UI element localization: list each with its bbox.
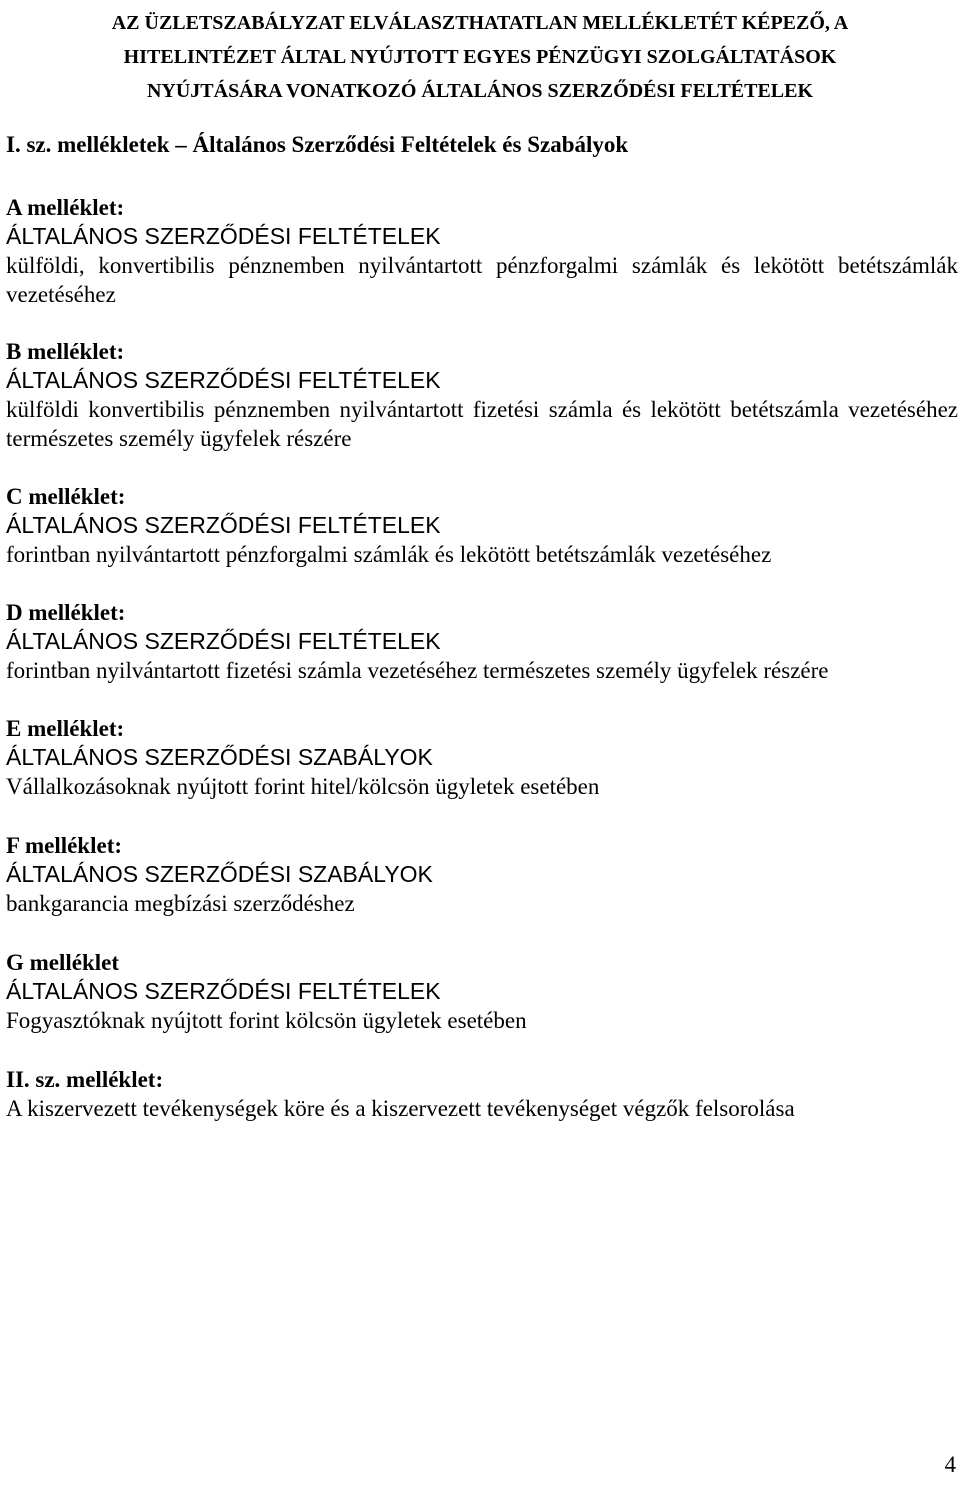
annex-heading: ÁLTALÁNOS SZERZŐDÉSI SZABÁLYOK — [6, 861, 433, 887]
annex-heading: ÁLTALÁNOS SZERZŐDÉSI FELTÉTELEK — [6, 223, 441, 249]
annex-label: C melléklet: — [6, 484, 126, 509]
title-line-1: AZ ÜZLETSZABÁLYZAT ELVÁLASZTHATATLAN MELLÉKLETÉT KÉPEZŐ, A — [111, 12, 849, 34]
annex-g — [6, 949, 958, 1035]
page-number: 4 — [944, 1452, 956, 1477]
annex-c — [6, 483, 958, 569]
annex-description: külföldi konvertibilis pénznemben nyilvántartott fizetési számla és lekötött betétszámla vezetéséhez természetes személy ügyfelek részére — [6, 397, 958, 451]
annex-label: E melléklet: — [6, 716, 125, 741]
annex-e — [6, 715, 958, 801]
annex-heading: ÁLTALÁNOS SZERZŐDÉSI SZABÁLYOK — [6, 744, 433, 770]
annex-d — [6, 599, 958, 685]
annex-heading: ÁLTALÁNOS SZERZŐDÉSI FELTÉTELEK — [6, 628, 441, 654]
document-title — [0, 6, 960, 108]
annex-label: II. sz. melléklet: — [6, 1067, 164, 1092]
annex-description: Fogyasztóknak nyújtott forint kölcsön ügyletek esetében — [6, 1008, 527, 1033]
section-heading: I. sz. mellékletek – Általános Szerződési Feltételek és Szabályok — [6, 132, 629, 157]
annex-label: D melléklet: — [6, 600, 126, 625]
annex-label: A melléklet: — [6, 195, 125, 220]
annex-description: forintban nyilvántartott pénzforgalmi számlák és lekötött betétszámlák vezetéséhez — [6, 542, 772, 567]
annex-f — [6, 832, 958, 918]
annex-heading: ÁLTALÁNOS SZERZŐDÉSI FELTÉTELEK — [6, 512, 441, 538]
annex-heading: ÁLTALÁNOS SZERZŐDÉSI FELTÉTELEK — [6, 978, 441, 1004]
title-line-3: NYÚJTÁSÁRA VONATKOZÓ ÁLTALÁNOS SZERZŐDÉSI FELTÉTELEK — [146, 80, 814, 102]
annex-description: külföldi, konvertibilis pénznemben nyilvántartott pénzforgalmi számlák és lekötött betétszámlák vezetéséhez — [6, 253, 958, 307]
annex-ii — [6, 1066, 958, 1123]
annex-label: B melléklet: — [6, 339, 125, 364]
annex-b — [6, 338, 958, 453]
annex-label: G melléklet — [6, 950, 120, 975]
annex-a — [6, 194, 958, 309]
annex-description: forintban nyilvántartott fizetési számla vezetéséhez természetes személy ügyfelek részére — [6, 658, 829, 683]
annex-description: Vállalkozásoknak nyújtott forint hitel/kölcsön ügyletek esetében — [6, 774, 600, 799]
annex-label: F melléklet: — [6, 833, 123, 858]
title-line-2: HITELINTÉZET ÁLTAL NYÚJTOTT EGYES PÉNZÜGYI SZOLGÁLTATÁSOK — [123, 46, 837, 68]
annex-heading: ÁLTALÁNOS SZERZŐDÉSI FELTÉTELEK — [6, 367, 441, 393]
annex-description: bankgarancia megbízási szerződéshez — [6, 891, 355, 916]
annex-description: A kiszervezett tevékenységek köre és a kiszervezett tevékenységet végzők felsorolása — [6, 1096, 795, 1121]
